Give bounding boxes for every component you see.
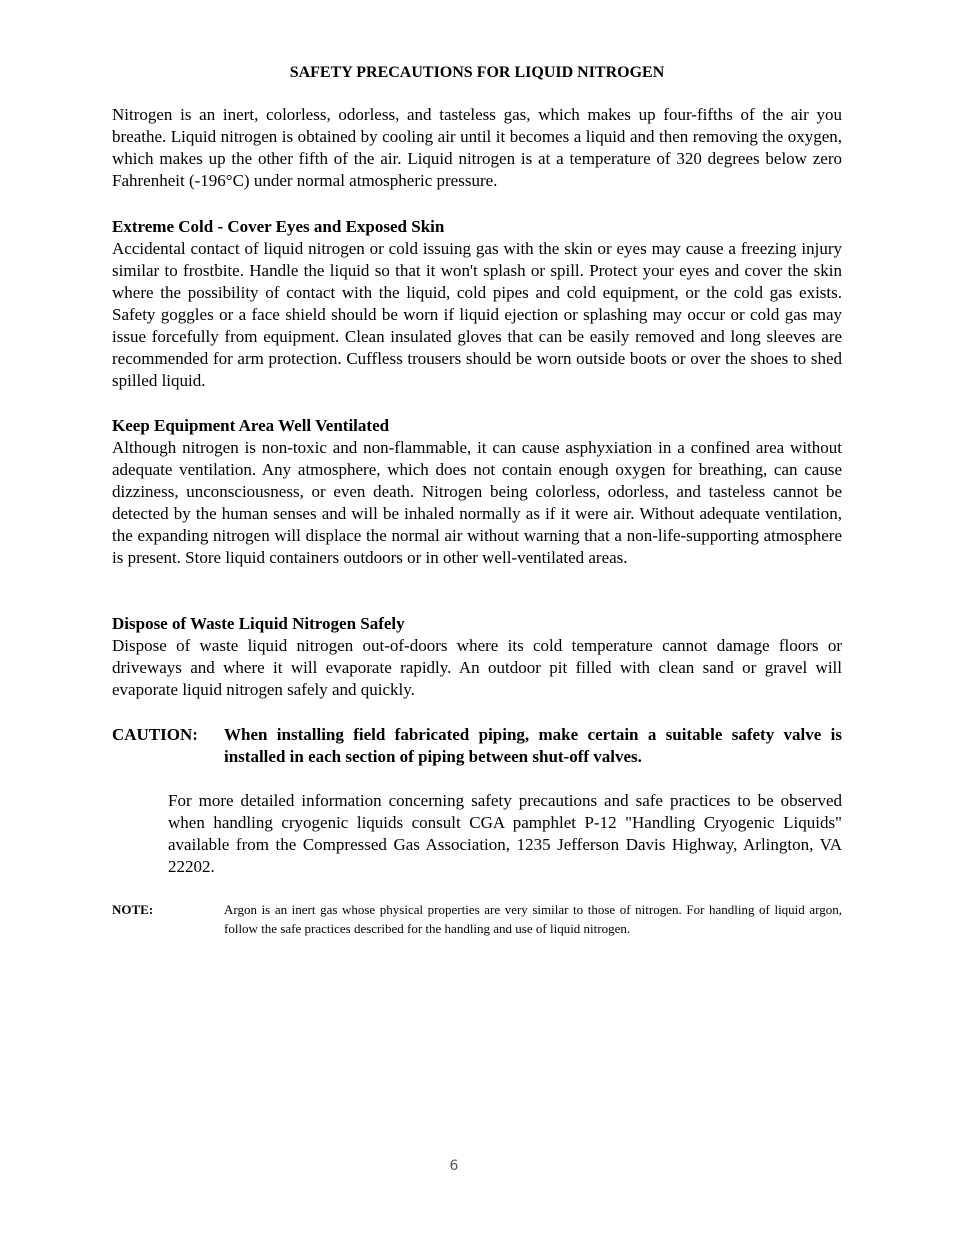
section-body-extreme-cold: Accidental contact of liquid nitrogen or cold issuing gas with the skin or eyes may cause a freezing injury similar to frostbite. Handle the liquid so that it won't splash or spill. Protect your eyes and cover the skin where the possibility of contact with the liquid, cold pipes and cold equipment, or the cold gas exists. Safety goggles or a face shield should be worn if liquid ejection or splashing may occur or cold gas may issue forcefully from equipment. Clean insulated gloves that can be easily removed and long sleeves are recommended for arm protection. Cuffless trousers should be worn outside boots or over the shoes to shed spilled liquid.: [112, 239, 842, 390]
note-text: Argon is an inert gas whose physical properties are very similar to those of nitrogen. For handling of liquid argon, follow the safe practices described for the handling and use of liquid nitrogen.: [224, 902, 842, 936]
page-number: 6: [449, 1158, 459, 1174]
reference-paragraph: For more detailed information concerning safety precautions and safe practices to be observed when handling cryogenic liquids consult CGA pamphlet P-12 "Handling Cryogenic Liquids" available from the Compressed Gas Association, 1235 Jefferson Davis Highway, Arlington, VA 22202.: [168, 791, 842, 876]
section-body-disposal: Dispose of waste liquid nitrogen out-of-doors where its cold temperature cannot damage floors or driveways and where it will evaporate rapidly. An outdoor pit filled with clean sand or gravel will evaporate liquid nitrogen safely and quickly.: [112, 636, 842, 699]
section-heading-ventilation: Keep Equipment Area Well Ventilated: [112, 416, 390, 435]
note-label: NOTE:: [112, 902, 154, 917]
caution-text: When installing field fabricated piping, make certain a suitable safety valve is installed in each section of piping between shut-off valves.: [224, 725, 842, 766]
intro-paragraph: Nitrogen is an inert, colorless, odorless, and tasteless gas, which makes up four-fifths of the air you breathe. Liquid nitrogen is obtained by cooling air until it becomes a liquid and then removing the oxygen, which makes up the other fifth of the air. Liquid nitrogen is at a temperature of 320 degrees below zero Fahrenheit (-196°C) under normal atmospheric pressure.: [112, 105, 842, 190]
caution-label: CAUTION:: [112, 725, 198, 744]
page-title: SAFETY PRECAUTIONS FOR LIQUID NITROGEN: [289, 64, 665, 81]
section-body-ventilation: Although nitrogen is non-toxic and non-flammable, it can cause asphyxiation in a confined area without adequate ventilation. Any atmosphere, which does not contain enough oxygen for breathing, can cause dizziness, unconsciousness, or even death. Nitrogen being colorless, odorless, and tasteless cannot be detected by the human senses and will be inhaled normally as if it were air. Without adequate ventilation, the expanding nitrogen will displace the normal air without warning that a non-life-supporting atmosphere is present. Store liquid containers outdoors or in other well-ventilated areas.: [112, 438, 842, 567]
section-heading-disposal: Dispose of Waste Liquid Nitrogen Safely: [112, 614, 405, 633]
section-heading-extreme-cold: Extreme Cold - Cover Eyes and Exposed Skin: [112, 217, 445, 236]
